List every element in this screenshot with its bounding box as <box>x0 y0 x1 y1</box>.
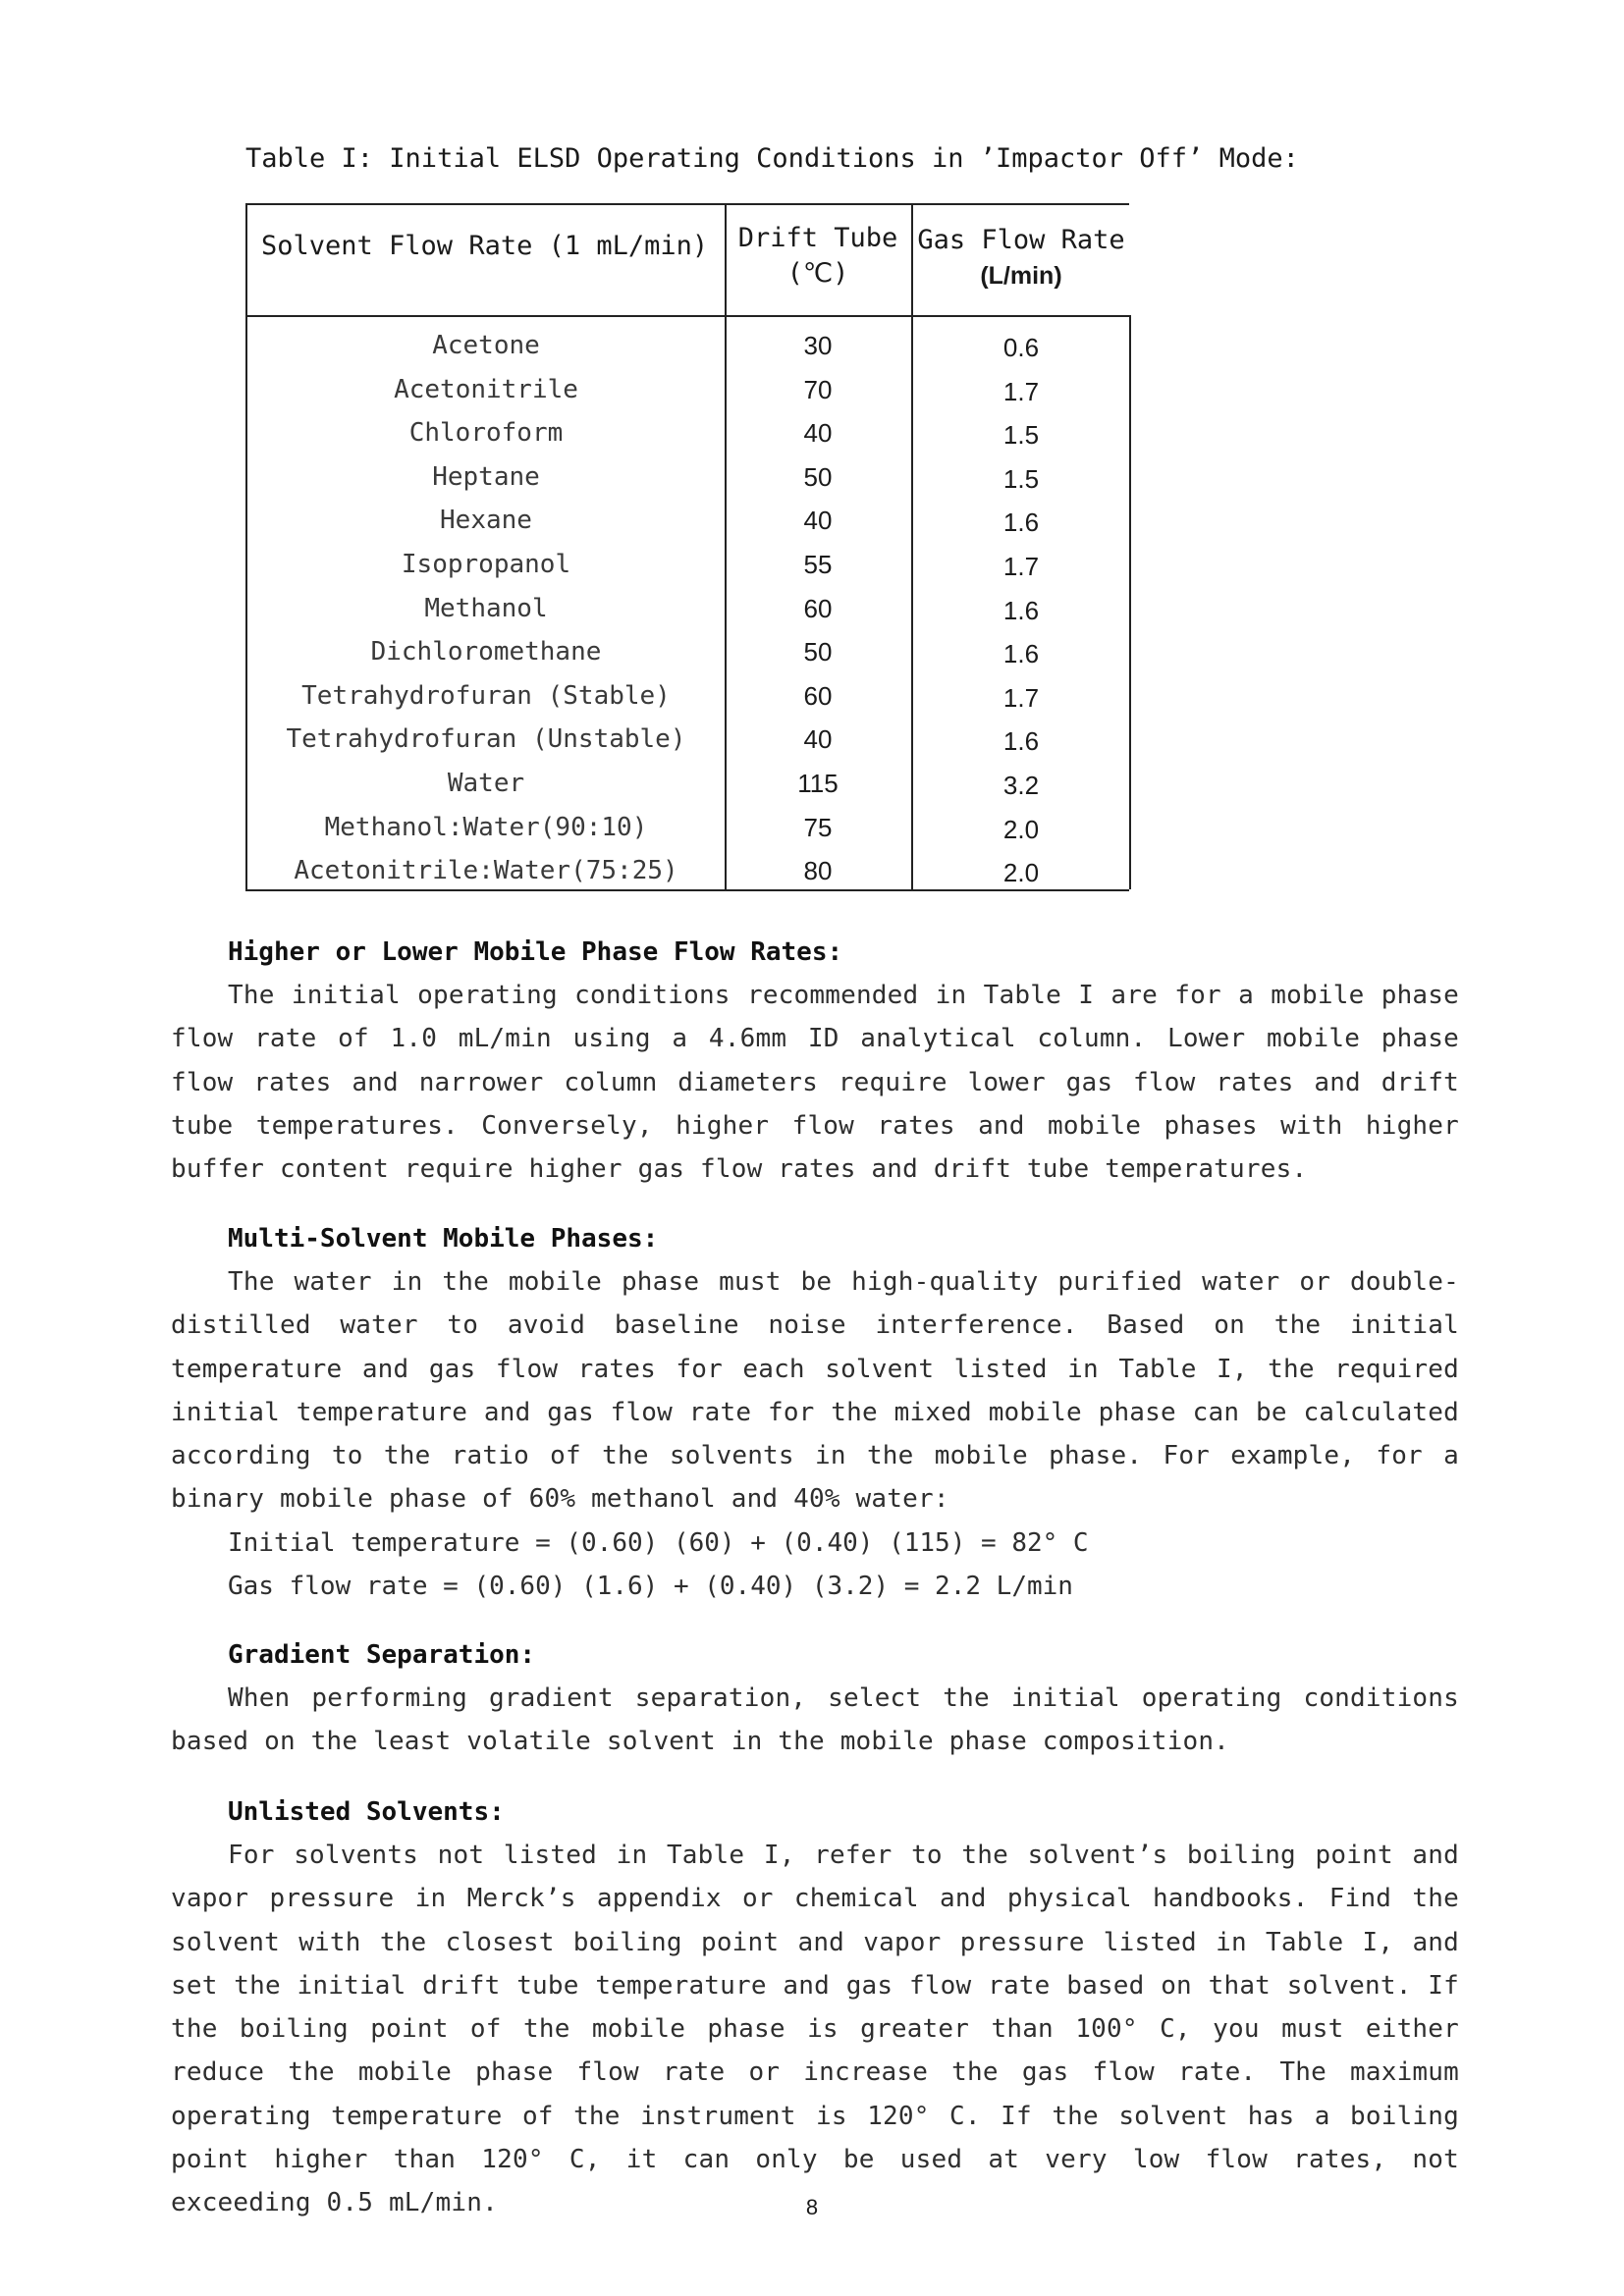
cell-gas-flow-rate: 1.7 <box>1002 682 1040 713</box>
cell-gas-flow-rate: 3.2 <box>1002 770 1040 800</box>
section-paragraph: For solvents not listed in Table I, refer to the solvent’s boiling point and vapor pressure in Merck’s appendix or chemical and physical handbooks. Find the solvent with the closest boiling point and vapor pressure listed in Table I, and set the initial drift tube temperature and gas flow rate based on that solvent. If the boiling point of the mobile phase is greater than 100° C, you must either reduce the mobile phase flow rate or increase the gas flow rate. The maximum operating temperature of the instrument is 120° C. If the solvent has a boiling point higher than 120° C, it can only be used at very low flow rates, not exceeding 0.5 mL/min. <box>171 1841 1459 2218</box>
cell-drift-tube-temp: 40 <box>803 506 833 536</box>
table-row <box>247 850 1129 894</box>
page-number: 8 <box>805 2195 819 2219</box>
header-drift-tube <box>725 221 911 292</box>
section-heading: Unlisted Solvents: <box>228 1797 505 1827</box>
cell-gas-flow-rate: 1.5 <box>1002 420 1040 451</box>
cell-drift-tube-temp: 40 <box>803 418 833 449</box>
cell-drift-tube-temp: 40 <box>803 724 833 755</box>
header-drift-tube-label: Drift Tube <box>737 223 898 253</box>
cell-gas-flow-rate: 1.6 <box>1002 726 1040 757</box>
cell-drift-tube-temp: 115 <box>797 768 839 798</box>
table-row <box>247 500 1129 544</box>
formula-gas-flow-rate: Gas flow rate = (0.60) (1.6) + (0.40) (3.2) = 2.2 L/min <box>228 1571 1073 1601</box>
cell-drift-tube-temp: 50 <box>803 637 833 667</box>
section-unlisted-solvents <box>171 1790 1459 2225</box>
table-row <box>247 456 1129 501</box>
header-divider <box>247 315 1129 317</box>
table-row <box>247 719 1129 763</box>
operating-conditions-table <box>245 203 1129 891</box>
table-row <box>247 763 1129 807</box>
section-multi-solvent <box>171 1217 1459 1608</box>
cell-solvent-name: Hexane <box>440 506 532 536</box>
table-row <box>247 631 1129 675</box>
table-row <box>247 588 1129 632</box>
section-flow-rates <box>171 931 1459 1191</box>
section-heading: Gradient Separation: <box>228 1640 536 1670</box>
cell-gas-flow-rate: 1.5 <box>1002 463 1040 494</box>
header-drift-tube-unit: (℃) <box>786 258 849 289</box>
formula-initial-temperature: Initial temperature = (0.60) (60) + (0.40) (115) = 82° C <box>228 1527 1089 1558</box>
cell-solvent-name: Isopropanol <box>401 549 571 579</box>
section-heading: Multi-Solvent Mobile Phases: <box>228 1224 659 1254</box>
section-gradient <box>171 1633 1459 1764</box>
cell-drift-tube-temp: 80 <box>803 856 833 886</box>
cell-solvent-name: Acetonitrile:Water(75:25) <box>294 856 678 886</box>
cell-gas-flow-rate: 1.6 <box>1002 507 1040 538</box>
header-gas-flow-rate <box>913 223 1129 294</box>
cell-drift-tube-temp: 60 <box>803 593 833 623</box>
cell-drift-tube-temp: 55 <box>803 549 833 579</box>
section-paragraph: The water in the mobile phase must be high-quality purified water or double-distilled water to avoid baseline noise interference. Based on the initial temperature and gas flow rates for each solvent listed in Table I, the required initial temperature and gas flow rate for the mixed mobile phase can be calculated according to the ratio of the solvents in the mobile phase. For example, for a binary mobile phase of 60% methanol and 40% water: <box>171 1267 1459 1515</box>
cell-solvent-name: Tetrahydrofuran (Stable) <box>301 680 671 711</box>
header-gas-flow-label: Gas Flow Rate <box>917 225 1125 255</box>
table-row <box>247 325 1129 369</box>
cell-solvent-name: Water <box>447 768 525 798</box>
table-row <box>247 369 1129 413</box>
cell-drift-tube-temp: 60 <box>803 680 833 711</box>
cell-gas-flow-rate: 2.0 <box>1002 858 1040 888</box>
cell-gas-flow-rate: 1.6 <box>1002 639 1040 669</box>
table-row <box>247 412 1129 456</box>
cell-solvent-name: Methanol <box>424 593 548 623</box>
cell-gas-flow-rate: 1.7 <box>1002 551 1040 581</box>
table-right-border <box>1129 315 1131 889</box>
header-gas-flow-unit: (L/min) <box>980 262 1062 290</box>
table-body <box>247 325 1129 894</box>
section-paragraph: When performing gradient separation, select the initial operating conditions based on the least volatile solvent in the mobile phase composition. <box>171 1683 1459 1757</box>
section-heading: Higher or Lower Mobile Phase Flow Rates: <box>228 937 843 967</box>
section-paragraph: The initial operating conditions recommended in Table I are for a mobile phase flow rate of 1.0 mL/min using a 4.6mm ID analytical column. Lower mobile phase flow rates and narrower column diameters require lower gas flow rates and drift tube temperatures. Conversely, higher flow rates and mobile phases with higher buffer content require higher gas flow rates and drift tube temperatures. <box>171 981 1459 1185</box>
table-title: Table I: Initial ELSD Operating Conditions in ’Impactor Off’ Mode: <box>245 143 1299 174</box>
cell-solvent-name: Tetrahydrofuran (Unstable) <box>286 724 686 755</box>
header-solvent-flow-rate: Solvent Flow Rate (1 mL/min) <box>261 231 709 261</box>
cell-solvent-name: Chloroform <box>408 418 564 449</box>
cell-drift-tube-temp: 50 <box>803 461 833 492</box>
cell-gas-flow-rate: 2.0 <box>1002 814 1040 844</box>
cell-drift-tube-temp: 75 <box>803 812 833 842</box>
table-row <box>247 807 1129 851</box>
cell-solvent-name: Methanol:Water(90:10) <box>324 812 648 842</box>
cell-solvent-name: Heptane <box>432 461 540 492</box>
cell-gas-flow-rate: 1.7 <box>1002 376 1040 406</box>
cell-solvent-name: Dichloromethane <box>370 637 602 667</box>
table-row <box>247 544 1129 588</box>
cell-gas-flow-rate: 1.6 <box>1002 595 1040 625</box>
cell-solvent-name: Acetonitrile <box>394 374 578 404</box>
cell-drift-tube-temp: 70 <box>803 374 833 404</box>
cell-gas-flow-rate: 0.6 <box>1002 333 1040 362</box>
table-row <box>247 675 1129 720</box>
cell-drift-tube-temp: 30 <box>803 331 833 360</box>
cell-solvent-name: Acetone <box>432 331 540 360</box>
